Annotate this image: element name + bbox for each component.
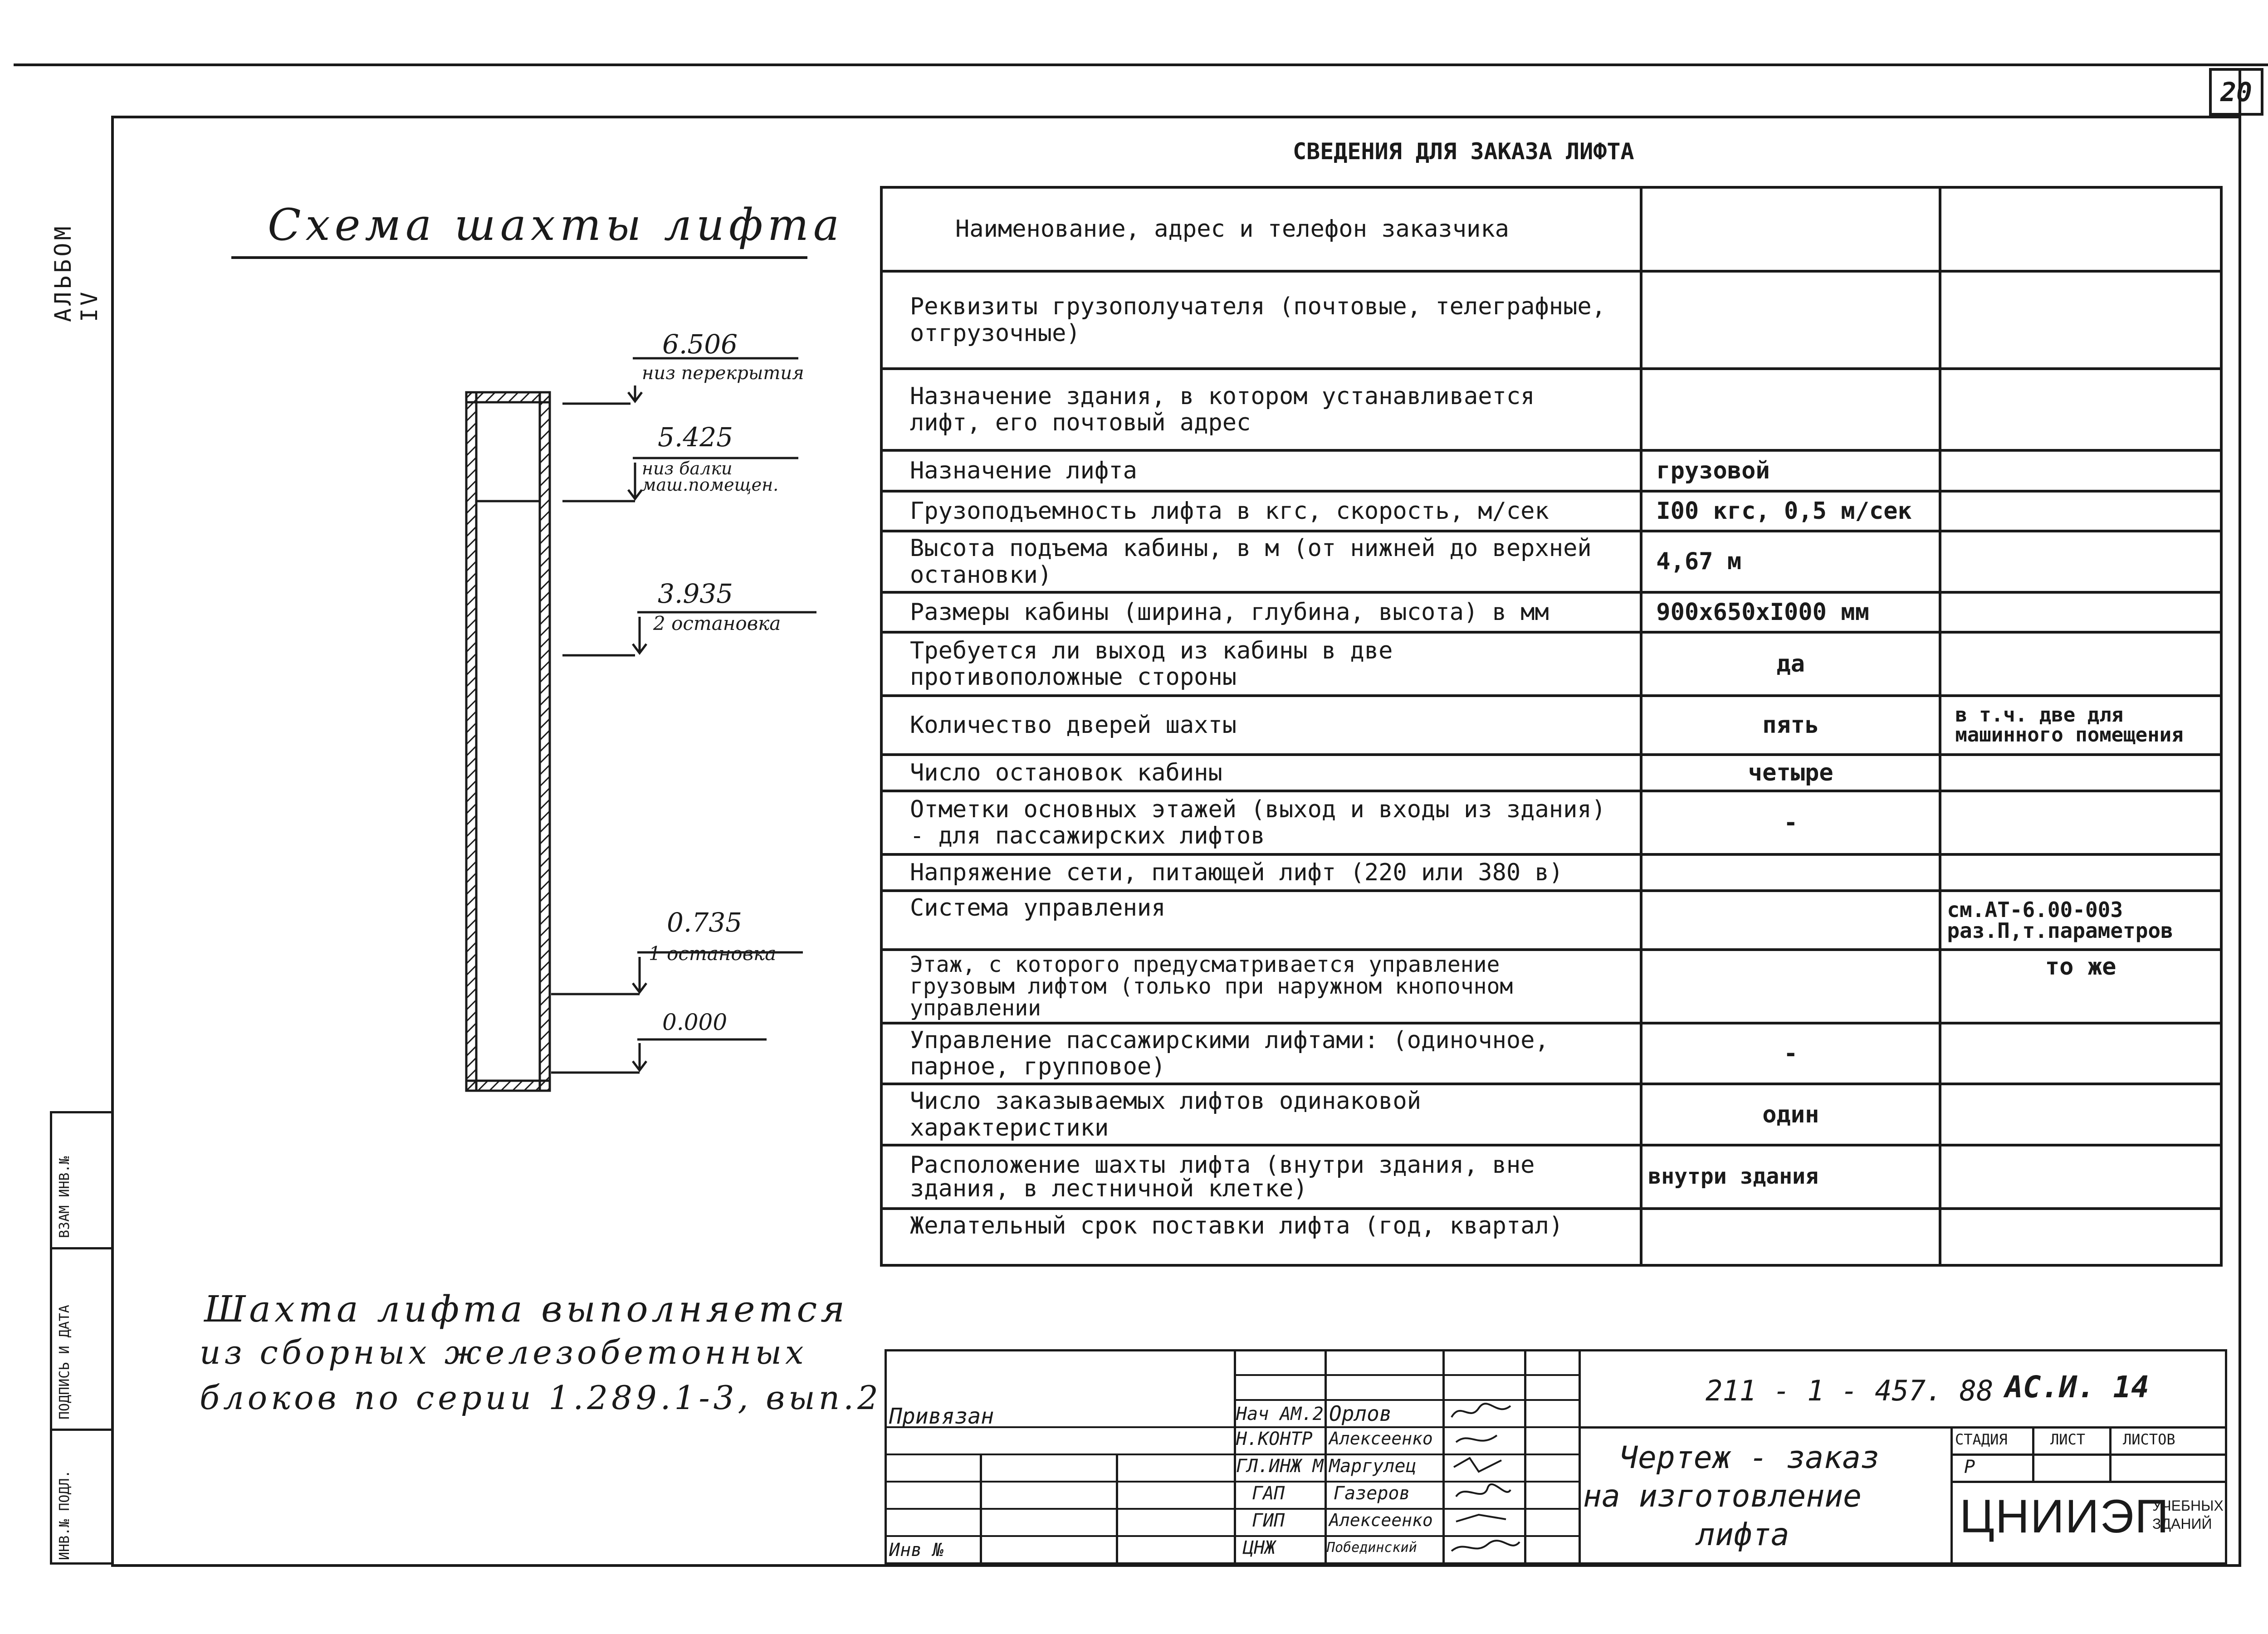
row-value <box>1641 891 1940 950</box>
row-value <box>1641 187 1940 271</box>
table-row <box>881 1084 2221 1145</box>
shaft-left-wall <box>466 392 476 1091</box>
table-title: СВЕДЕНИЯ ДЛЯ ЗАКАЗА ЛИФТА <box>1293 138 1634 165</box>
person-role: ЦНЖ <box>1243 1537 1276 1558</box>
person-role: ГАП <box>1252 1483 1285 1504</box>
mark-label-1: низ перекрытия <box>642 363 804 384</box>
row-value <box>1641 1209 1940 1265</box>
person-role: ГИП <box>1252 1510 1285 1531</box>
row-note <box>1940 1209 2221 1265</box>
row-note <box>1940 187 2221 271</box>
row-note <box>1940 1084 2221 1145</box>
table-row <box>881 450 2221 491</box>
row-note <box>1940 531 2221 592</box>
table-row <box>881 950 2221 1023</box>
frame-right <box>2239 68 2241 1567</box>
table-row <box>881 531 2221 592</box>
row-value: грузовой <box>1641 450 1940 491</box>
row-value <box>1641 369 1940 450</box>
side-stamp-podpis: ПОДПИСЬ И ДАТА <box>57 1305 73 1419</box>
person-name: Маргулец <box>1329 1456 1417 1477</box>
table-row <box>881 755 2221 791</box>
person-role: ГЛ.ИНЖ М <box>1236 1456 1324 1477</box>
table-row <box>881 632 2221 696</box>
table-row <box>881 592 2221 632</box>
mark-value-1: 6.506 <box>662 329 738 360</box>
table-row <box>881 271 2221 369</box>
row-note <box>1940 791 2221 854</box>
table-row <box>881 369 2221 450</box>
row-value: пять <box>1641 696 1940 755</box>
person-role: Н.КОНТР <box>1236 1429 1313 1449</box>
person-name: Алексеенко <box>1329 1429 1433 1449</box>
mark-value-4: 0.735 <box>667 907 743 938</box>
stamp-stage-value: Р <box>1964 1457 1975 1478</box>
table-row <box>881 854 2221 891</box>
row-note <box>1940 592 2221 632</box>
shaft-right-wall <box>540 392 550 1091</box>
top-border <box>14 63 2268 66</box>
row-note <box>1940 854 2221 891</box>
row-label: Размеры кабины (ширина, глубина, высота) в мм <box>881 592 1641 632</box>
person-role: Нач АМ.2 <box>1236 1404 1324 1424</box>
table-row <box>881 791 2221 854</box>
stamp-privyazan: Привязан <box>889 1404 994 1429</box>
row-note: см.АТ-6.00-003 раз.П,т.параметров <box>1940 891 2221 950</box>
mark-label-4: 1 остановка <box>649 942 777 965</box>
signatures <box>1442 1399 1524 1565</box>
mark-label-2: низ балки маш.помещен. <box>642 458 779 495</box>
row-label: Управление пассажирскими лифтами: (одиночное, парное, групповое) <box>881 1023 1641 1084</box>
row-note <box>1940 271 2221 369</box>
row-value: да <box>1641 632 1940 696</box>
row-label: Реквизиты грузополучателя (почтовые, телеграфные, отгрузочные) <box>881 271 1641 369</box>
row-value: четыре <box>1641 755 1940 791</box>
table-row <box>881 187 2221 271</box>
sheet-code: АС.И. 14 <box>2005 1370 2149 1405</box>
schema-note-line1: Шахта лифта выполняется <box>204 1288 849 1330</box>
drawing-title-3: лифта <box>1696 1517 1789 1553</box>
side-stamp-vzam: ВЗАМ ИНВ.№ <box>57 1156 73 1238</box>
table-row <box>881 491 2221 531</box>
schema-title-underline <box>231 256 807 259</box>
frame-top <box>111 116 2239 118</box>
row-value: I00 кгс, 0,5 м/сек <box>1641 491 1940 531</box>
row-note: в т.ч. две для машинного помещения <box>1940 696 2221 755</box>
row-label: Назначение здания, в котором устанавливается лифт, его почтовый адрес <box>881 369 1641 450</box>
shaft-bottom-slab <box>466 1081 550 1091</box>
person-name: Побединский <box>1327 1540 1417 1556</box>
schema-note-line2: из сборных железобетонных <box>200 1333 807 1371</box>
person-name: Орлов <box>1329 1401 1392 1426</box>
table-row <box>881 1209 2221 1265</box>
order-spec-table <box>880 186 2223 1267</box>
row-value <box>1641 271 1940 369</box>
row-value: 4,67 м <box>1641 531 1940 592</box>
drawing-title-1: Чертеж - заказ <box>1619 1440 1880 1476</box>
row-value: - <box>1641 791 1940 854</box>
row-value: внутри здания <box>1641 1145 1940 1209</box>
doc-code: 211 - 1 - 457. 88 <box>1706 1374 1994 1407</box>
mark-value-5: 0.000 <box>662 1009 728 1035</box>
row-label: Расположение шахты лифта (внутри здания, вне здания, в лестничной клетке) <box>881 1145 1641 1209</box>
row-note <box>1940 632 2221 696</box>
org-sub: УЧЕБНЫХ ЗДАНИЙ <box>2152 1497 2224 1532</box>
table-row <box>881 696 2221 755</box>
org-name: ЦНИИЭП <box>1960 1490 2170 1543</box>
row-label: Высота подъема кабины, в м (от нижней до верхней остановки) <box>881 531 1641 592</box>
row-value <box>1641 950 1940 1023</box>
table-row <box>881 891 2221 950</box>
row-note <box>1940 450 2221 491</box>
schema-note-line3: блоков по серии 1.289.1-3, вып.2 <box>200 1379 882 1417</box>
row-label: Система управления <box>881 891 1641 950</box>
row-label: Число остановок кабины <box>881 755 1641 791</box>
row-value <box>1641 854 1940 891</box>
mark-value-2: 5.425 <box>658 422 733 453</box>
row-value: один <box>1641 1084 1940 1145</box>
person-name: Газеров <box>1334 1483 1410 1504</box>
row-label: Количество дверей шахты <box>881 696 1641 755</box>
row-label: Грузоподъемность лифта в кгс, скорость, м/сек <box>881 491 1641 531</box>
row-label: Назначение лифта <box>881 450 1641 491</box>
album-label: АЛЬБОМ IV <box>50 224 103 322</box>
shaft-top-slab <box>466 392 550 402</box>
row-note <box>1940 1023 2221 1084</box>
row-label: Требуется ли выход из кабины в две противоположные стороны <box>881 632 1641 696</box>
row-value: - <box>1641 1023 1940 1084</box>
drawing-title-2: на изготовление <box>1583 1478 1862 1514</box>
stamp-lists-header: ЛИСТОВ <box>2123 1431 2175 1448</box>
row-label: Отметки основных этажей (выход и входы из здания) - для пассажирских лифтов <box>881 791 1641 854</box>
row-label: Напряжение сети, питающей лифт (220 или 380 в) <box>881 854 1641 891</box>
row-note <box>1940 1145 2221 1209</box>
row-label: Этаж, с которого предусматривается управление грузовым лифтом (только при наружном кнопочном управлении <box>881 950 1641 1023</box>
side-stamp-inv: ИНВ.№ ПОДЛ. <box>57 1470 73 1560</box>
row-note <box>1940 369 2221 450</box>
row-note <box>1940 755 2221 791</box>
table-row <box>881 1023 2221 1084</box>
row-label: Желательный срок поставки лифта (год, квартал) <box>881 1209 1641 1265</box>
row-note <box>1940 491 2221 531</box>
row-note: то же <box>1940 950 2221 1023</box>
stamp-inv-no: Инв № <box>889 1540 944 1561</box>
mark-label-3: 2 остановка <box>653 612 781 634</box>
person-name: Алексеенко <box>1329 1510 1433 1530</box>
mark-value-3: 3.935 <box>658 578 733 609</box>
row-label: Число заказываемых лифтов одинаковой характеристики <box>881 1084 1641 1145</box>
stamp-list-header: ЛИСТ <box>2050 1431 2086 1448</box>
table-row <box>881 1145 2221 1209</box>
stamp-stage-header: СТАДИЯ <box>1955 1431 2008 1448</box>
schema-title: Схема шахты лифта <box>268 200 844 250</box>
sheet-number: 20 <box>2209 68 2263 116</box>
row-label: Наименование, адрес и телефон заказчика <box>881 187 1641 271</box>
row-value: 900x650xI000 мм <box>1641 592 1940 632</box>
